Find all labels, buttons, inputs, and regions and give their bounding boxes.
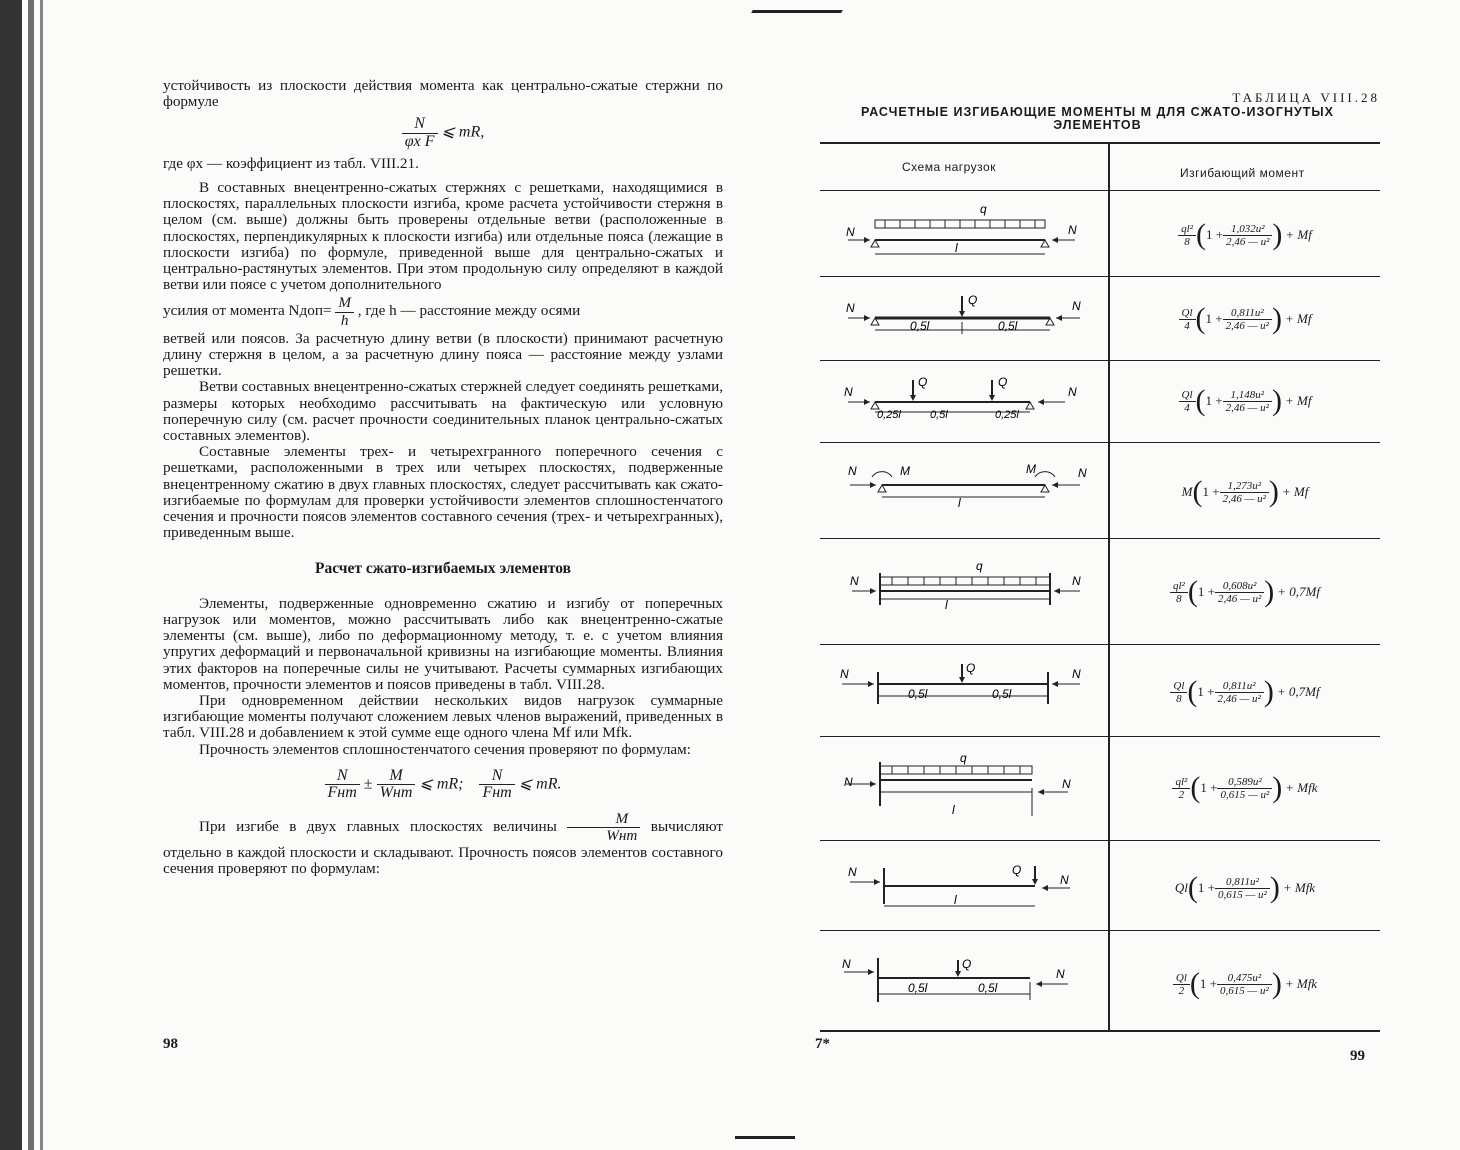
svg-text:N: N (846, 301, 855, 315)
page-number-right: 99 (1350, 1048, 1365, 1064)
paragraph: Прочность элементов сплошностенчатого сечения проверяют по формулам: (199, 740, 691, 758)
svg-text:q: q (960, 752, 967, 765)
paragraph-ndop: усилия от момента Nдоп= $\frac{M}{h}$ , где h — расстояние между осями (163, 294, 581, 329)
moment-formula: $\frac{Ql}{2}$ ( 1 + $\frac{\text{0,475u²}}{\text{0,615 — u²}}$ ) + Mfk (1112, 944, 1378, 1024)
svg-text:Q: Q (998, 375, 1008, 389)
svg-text:N: N (1068, 385, 1077, 399)
load-diagram (840, 198, 1090, 268)
moment-formula: Ql ( 1 + $\frac{\text{0,811u²}}{\text{0,615 — u²}}$ ) + Mfk (1174, 871, 1316, 904)
load-diagram (840, 555, 1090, 625)
table-caption (815, 90, 1380, 132)
svg-text:M: M (1026, 462, 1036, 476)
paragraph: При одновременном действии нескольких видов нагрузок суммарные изгибающие моменты получают сложением левых членов выражений, приведенных в табл. VIII.28 и добавлением к этой сумме еще одного члена Mf или Mfk. (163, 691, 723, 742)
formula-stability: $\frac{N}{\text{φx F}}$ ⩽ mR, (163, 116, 723, 149)
table-rule (820, 142, 1380, 144)
table-rule (820, 442, 1380, 443)
paragraph: ветвей или поясов. За расчетную длину ветви (в плоскости) принимают расчетную длину стержня в целом, а за расчетную длину пояса — расстояние между узлами решетки. (163, 329, 723, 380)
svg-text:Q: Q (918, 375, 928, 389)
load-diagram (840, 752, 1090, 822)
paragraph-two-planes: При изгибе в двух главных плоскостях величины $\frac{M}{\text{Wнт}}$ вычисляют отдельно в каждой плоскости и складывают. Прочность поясов элементов составного сечения проверяют по формулам: (163, 810, 724, 877)
load-diagram (840, 372, 1090, 432)
svg-text:N: N (1056, 967, 1065, 981)
column-header-moment: Изгибающий момент (1180, 166, 1305, 180)
load-diagram (840, 658, 1090, 718)
svg-text:l: l (958, 496, 961, 510)
footer-mark: 7* (815, 1036, 830, 1052)
scan-mark (735, 1136, 795, 1139)
table-rule (820, 360, 1380, 361)
svg-text:0,5l: 0,5l (908, 687, 928, 701)
scan-shadow-edge-3 (40, 0, 43, 1150)
svg-text:l: l (955, 241, 958, 255)
load-diagram (840, 952, 1090, 1012)
page-number-left: 98 (163, 1036, 178, 1052)
svg-text:Q: Q (966, 661, 976, 675)
table-rule (820, 190, 1380, 191)
scan-mark (751, 10, 843, 13)
svg-text:N: N (1072, 299, 1081, 313)
svg-text:N: N (842, 957, 851, 971)
table-label: ТАБЛИЦА VIII.28 (1232, 90, 1380, 105)
svg-text:N: N (844, 775, 853, 789)
moment-formula: $\frac{\text{ql²}}{8}$ ( 1 + $\frac{\text{0,608u²}}{\text{2,46 — u²}}$ ) + 0,7Mf (1112, 552, 1378, 632)
svg-text:l: l (954, 893, 957, 907)
table-title: РАСЧЕТНЫЕ ИЗГИБАЮЩИЕ МОМЕНТЫ M ДЛЯ СЖАТО-ИЗОГНУТЫХ ЭЛЕМЕНТОВ (860, 105, 1335, 132)
svg-text:0,5l: 0,5l (930, 409, 948, 421)
svg-text:0,25l: 0,25l (995, 409, 1019, 421)
svg-text:0,5l: 0,5l (908, 981, 928, 995)
table-rule (820, 840, 1380, 841)
moment-formula: $\frac{Ql}{4}$ ( 1 + $\frac{\text{1,148u²}}{\text{2,46 — u²}}$ ) + Mf (1112, 366, 1378, 436)
svg-text:0,25l: 0,25l (877, 409, 901, 421)
table-rule (820, 644, 1380, 645)
table-rule (820, 538, 1380, 539)
paragraph: В составных внецентренно-сжатых стержнях с решетками, находящимися в плоскостях, параллельных плоскости изгиба, кроме расчета устойчивости стержня в целом (см. выше) должны быть проверены отдельные ветви (расположенные в плоскостях, перпендикулярных к плоскости изгиба) или отдельные пояса (лежащие в плоскости изгиба) по формуле, приведенной выше для центрально-сжатых и центрально-растянутых элементов. При этом продольную силу определяют в каждой ветви или поясе с учетом дополнительного (163, 179, 723, 294)
scan-shadow-edge (0, 0, 22, 1150)
left-page (163, 78, 723, 877)
paragraph: Элементы, подверженные одновременно сжатию и изгибу от поперечных нагрузок или моментов, можно рассчитывать либо как внецентренно-сжатые элементы (см. выше), либо по деформационному методу, т. е. с учетом влияния упругих деформаций и первоначальной кривизны на изгибающие моменты. Влияния этих факторов на поперечные силы не учитывают. Расчеты суммарных изгибающих моментов, прочности элементов и поясов приведены в табл. VIII.28. (163, 594, 723, 693)
table-rule (820, 930, 1380, 931)
paragraph: Составные элементы трех- и четырехгранного поперечного сечения с решетками, расположенными в трех или четырех плоскостях, подверженные внецентренному сжатию в двух главных плоскостях, следует рассчитывать как сжато-изгибаемые по формулам для проверки устойчивости элементов сплошностенчатого сечения и прочности поясов элементов составного сечения (трех- и четырехгранных), приведенным выше. (163, 443, 723, 542)
load-diagram (840, 290, 1090, 350)
paragraph: устойчивость из плоскости действия момента как центрально-сжатые стержни по формуле (163, 77, 723, 111)
moment-formula: $\frac{\text{ql²}}{2}$ ( 1 + $\frac{\text{0,589u²}}{\text{0,615 — u²}}$ ) + Mfk (1112, 748, 1378, 828)
svg-text:N: N (1062, 777, 1071, 791)
scan-shadow-edge-2 (28, 0, 34, 1150)
svg-text:q: q (976, 559, 983, 573)
moment-formula: M ( 1 + $\frac{\text{1,273u²}}{\text{2,46 — u²}}$ ) + Mf (1181, 475, 1309, 508)
svg-text:N: N (848, 464, 857, 478)
formula-strength: $\frac{N}{\text{Fнт}}$ ± $\frac{M}{\text{Wнт}}$ ⩽ mR; $\frac{N}{\text{Fнт}}$ ⩽ mR. (163, 768, 723, 801)
svg-text:0,5l: 0,5l (998, 319, 1018, 333)
svg-text:N: N (1072, 574, 1081, 588)
svg-text:q: q (980, 202, 987, 216)
load-diagram (840, 455, 1090, 515)
svg-text:Q: Q (962, 957, 972, 971)
svg-text:0,5l: 0,5l (978, 981, 998, 995)
svg-text:0,5l: 0,5l (992, 687, 1012, 701)
svg-text:N: N (1078, 466, 1087, 480)
paragraph: где φx — коэффициент из табл. VIII.21. (163, 154, 419, 172)
load-diagram (840, 860, 1090, 920)
svg-text:Q: Q (1012, 863, 1022, 877)
svg-text:N: N (1068, 223, 1077, 237)
svg-text:M: M (900, 464, 910, 478)
moment-formula: $\frac{Ql}{4}$ ( 1 + $\frac{\text{0,811u²}}{\text{2,46 — u²}}$ ) + Mf (1112, 284, 1378, 354)
paragraph: Ветви составных внецентренно-сжатых стержней следует соединять решетками, размеры которых необходимо рассчитывать на фактическую или условную поперечную силу (см. расчет прочности соединительных планок центрально-сжатых составных элементов). (163, 378, 723, 445)
svg-text:N: N (848, 865, 857, 879)
svg-text:N: N (850, 574, 859, 588)
svg-text:0,5l: 0,5l (910, 319, 930, 333)
svg-text:l: l (945, 598, 948, 612)
label-N: N (846, 225, 855, 239)
moment-formula: $\frac{Ql}{8}$ ( 1 + $\frac{\text{0,811u²}}{\text{2,46 — u²}}$ ) + 0,7Mf (1112, 652, 1378, 732)
table-rule (820, 1030, 1380, 1032)
svg-text:N: N (1072, 667, 1081, 681)
moment-formula: $\frac{\text{ql²}}{8}$ ( 1 + $\frac{\text{1,032u²}}{\text{2,46 — u²}}$ ) + Mf (1112, 200, 1378, 270)
svg-text:N: N (1060, 873, 1069, 887)
svg-text:N: N (844, 385, 853, 399)
column-header-scheme: Схема нагрузок (902, 160, 996, 174)
svg-text:N: N (840, 667, 849, 681)
table-rule (820, 276, 1380, 277)
table-rule (820, 736, 1380, 737)
section-heading: Расчет сжато-изгибаемых элементов (315, 560, 571, 578)
svg-text:l: l (952, 803, 955, 817)
svg-text:Q: Q (968, 293, 978, 307)
